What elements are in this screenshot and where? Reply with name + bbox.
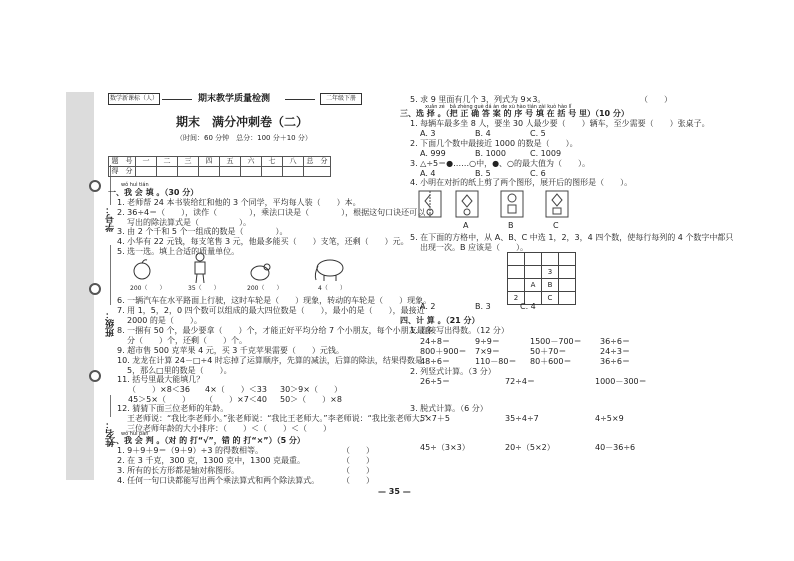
grid-cell — [525, 253, 542, 266]
option[interactable]: B. 4 — [475, 129, 491, 138]
grid-cell: 3 — [542, 266, 559, 279]
grid-cell — [559, 253, 576, 266]
option[interactable]: C. 1009 — [530, 149, 562, 158]
score-cell[interactable] — [304, 167, 331, 177]
question: 3. △÷5＝●……○中，●、○的最大值为（ ）。 — [410, 159, 591, 168]
option[interactable]: C. 4 — [520, 302, 536, 311]
question: 王老师说：“我比李老师小。”张老师说：“我比王老师大。”李老师说：“我比张老师大。” — [127, 414, 428, 423]
option[interactable]: C. 6 — [530, 169, 546, 178]
fill-line — [110, 245, 111, 305]
exam-meta: （时间：60 分钟 总分：100 分＋10 分） — [176, 134, 312, 142]
score-header: 五 — [220, 157, 241, 167]
inequality: 50＞（ ）×8 — [280, 395, 342, 404]
option[interactable]: A. 3 — [420, 129, 436, 138]
section-title: 三、选 择 。（把 正 确 答 案 的 序 号 填 在 括 号 里）（10 分） — [400, 109, 629, 118]
option-figure-c — [545, 190, 569, 218]
grid-cell: C — [542, 292, 559, 305]
oral-calc: 9÷9＝ — [475, 337, 500, 346]
option[interactable]: A. 999 — [420, 149, 446, 158]
step-calc: 4÷5×9 — [595, 414, 624, 423]
score-header: 三 — [178, 157, 199, 167]
oral-calc: 24÷8＝ — [420, 337, 450, 346]
answer-paren[interactable]: （ ） — [342, 466, 374, 475]
grid-cell — [559, 279, 576, 292]
grid-cell — [508, 266, 525, 279]
section-title: 一、我 会 填 。（30 分） — [108, 188, 199, 197]
apple-icon — [130, 258, 154, 280]
score-cell[interactable] — [199, 167, 220, 177]
judge-item: 1. 9＋9＋9＝（9＋9）÷3 的得数相等。 — [117, 446, 263, 455]
option[interactable]: C. 5 — [530, 129, 546, 138]
judge-item: 5. 求 9 里面有几个 3，列式为 9×3。 — [410, 95, 546, 104]
series-label: 数学新课标（人） — [108, 93, 160, 105]
score-header: 一 — [136, 157, 157, 167]
question: 5，那么□里的数是（ ）。 — [127, 366, 232, 375]
option-figure-b — [500, 190, 524, 218]
question: 4. 小明在对折的纸上剪了两个图形，展开后的图形是（ ）。 — [410, 178, 633, 187]
fill-line — [110, 395, 111, 417]
vertical-calc: 1000－300＝ — [595, 377, 647, 386]
punch-hole — [89, 180, 101, 192]
score-cell[interactable] — [283, 167, 304, 177]
inequality: 45＞5×（ ） — [128, 395, 190, 404]
question: 3. 由 2 个千和 5 个一组成的数是（ ）。 — [117, 227, 288, 236]
section-pinyin: xuǎn zé bǎ zhèng què dá àn de xù hào tián zài kuò hào lǐ — [425, 104, 572, 110]
question: 写出的除法算式是（ ）。 — [127, 218, 251, 227]
number-grid — [507, 252, 576, 305]
student-id-label: 学号： — [106, 205, 116, 232]
exam-title: 期末 满分冲刺卷（二） — [176, 115, 309, 129]
answer-paren[interactable]: （ ） — [342, 476, 374, 485]
inequality: （ ）×7＜40 — [205, 395, 267, 404]
folded-paper-figure — [418, 190, 442, 218]
grid-cell: A — [525, 279, 542, 292]
option[interactable]: B. 3 — [475, 302, 491, 311]
score-header: 二 — [157, 157, 178, 167]
oral-calc: 48÷6＝ — [420, 357, 450, 366]
question: 2000 的是（ ）。 — [127, 316, 202, 325]
page-number: — 35 — — [378, 487, 411, 496]
step-calc: 45÷（3×3） — [420, 443, 470, 452]
option[interactable]: A. 2 — [420, 302, 436, 311]
oral-calc: 80＋600＝ — [530, 357, 572, 366]
question: 三位老师年龄的大小排序：（ ）＜（ ）＜（ ） — [127, 424, 331, 433]
question: 分（ ）个，还剩（ ）个。 — [127, 336, 247, 345]
oral-calc: 50＋70＝ — [530, 347, 567, 356]
grid-cell: 2 — [508, 292, 525, 305]
oral-calc: 7×9＝ — [475, 347, 500, 356]
question: 2. 下面几个数中最接近 1000 的数是（ ）。 — [410, 139, 578, 148]
vertical-calc: 26÷5＝ — [420, 377, 450, 386]
grid-cell — [559, 292, 576, 305]
judge-item: 4. 任何一句口诀都能写出两个乘法算式和两个除法算式。 — [117, 476, 320, 485]
vertical-calc: 72÷4＝ — [505, 377, 535, 386]
question: 8. 一捆有 50 个，最少要拿（ ）个，才能正好平均分给 7 个小朋友，每个小朋友最多 — [117, 326, 433, 335]
oral-calc: 800＋900＝ — [420, 347, 467, 356]
score-cell[interactable] — [241, 167, 262, 177]
score-cell[interactable] — [262, 167, 283, 177]
divider — [162, 99, 192, 100]
step-calc: 5×7＋5 — [420, 414, 450, 423]
question: 出现一次。B 应该是（ ）。 — [420, 243, 529, 252]
score-header: 八 — [283, 157, 304, 167]
score-header: 四 — [199, 157, 220, 167]
score-cell[interactable] — [220, 167, 241, 177]
punch-hole — [89, 283, 101, 295]
weight-blank: 4（ ） — [318, 285, 346, 292]
question: 10. 龙龙在计算 24－□÷4 时忘掉了运算顺序，先算的减法，后算的除法，结果得数是 — [117, 356, 423, 365]
question: 1. 每辆车最多坐 8 人，要坐 30 人最少要（ ）辆车，至少需要（ ）张桌子。 — [410, 119, 710, 128]
grid-cell: B — [542, 279, 559, 292]
grid-cell — [542, 253, 559, 266]
punch-hole — [89, 370, 101, 382]
section-title: 二、我 会 判 。（对 的 打“√”，错 的 打“×”）（5 分） — [108, 436, 305, 445]
option[interactable]: B. 1000 — [475, 149, 506, 158]
step-calc: 20÷（5×2） — [505, 443, 555, 452]
question: 1. 直接写出得数。（12 分） — [410, 326, 509, 335]
question: 5. 在下面的方格中，从 A、B、C 中选 1，2，3，4 四个数，使每行每列的 4 个数字中都只 — [410, 233, 734, 242]
question: 9. 超市售 500 克苹果 4 元，买 3 千克苹果需要（ ）元钱。 — [117, 346, 344, 355]
score-cell[interactable] — [136, 167, 157, 177]
judge-item: 2. 在 3 千克，300 克，1300 克中，1300 克最重。 — [117, 456, 305, 465]
oral-calc: 1500－700＝ — [530, 337, 582, 346]
question: 2. 36÷4＝（ ），读作（ ），乘法口诀是（ ），根据这句口诀还可以 — [117, 208, 426, 217]
question: 2. 列竖式计算。（3 分） — [410, 367, 496, 376]
answer-paren[interactable]: （ ） — [342, 456, 374, 465]
question: 5. 选一选。填上合适的质量单位。 — [117, 247, 240, 256]
header-title: 期末教学质量检测 — [198, 94, 271, 104]
section-title: 四、计 算 。（21 分） — [400, 316, 480, 325]
oral-calc: 24÷3＝ — [600, 347, 630, 356]
section-pinyin: wǒ huì pàn — [121, 431, 149, 437]
question: 7. 用 1，5，2，0 四个数可以组成的最大四位数是（ ），最小的是（ ），最接近 — [117, 306, 425, 315]
score-header: 题 号 — [109, 157, 136, 167]
oral-calc: 36÷6＝ — [600, 337, 630, 346]
option[interactable]: A. 4 — [420, 169, 436, 178]
option[interactable]: B. 5 — [475, 169, 491, 178]
option[interactable]: A — [463, 221, 469, 230]
inequality: 30＞9×（ ） — [280, 385, 342, 394]
option[interactable]: B — [508, 221, 514, 230]
weight-blank: 35（ ） — [188, 285, 220, 292]
score-table — [108, 156, 331, 177]
grid-cell — [508, 253, 525, 266]
weight-blank: 200（ ） — [247, 285, 283, 292]
step-calc: 40－36÷6 — [595, 443, 636, 452]
score-header: 七 — [262, 157, 283, 167]
judge-item: 3. 所有的长方形都是轴对称图形。 — [117, 466, 240, 475]
divider — [285, 99, 315, 100]
inequality: 4×（ ）＜33 — [205, 385, 267, 394]
score-header: 六 — [241, 157, 262, 167]
score-cell[interactable] — [157, 167, 178, 177]
name-label: 姓名： — [106, 420, 116, 447]
score-header: 总 分 — [304, 157, 331, 167]
question: 12. 猜猜下面三位老师的年龄。 — [117, 404, 229, 413]
question: 4. 小华有 22 元钱，每支笔售 3 元，他最多能买（ ）支笔，还剩（ ）元。 — [117, 237, 409, 246]
option-figure-a — [455, 190, 479, 218]
section-pinyin: wǒ huì tián — [121, 182, 149, 188]
question: 1. 老师帮 24 本书装给红和他的 3 个同学，平均每人装（ ）本。 — [117, 198, 361, 207]
weight-blank: 200（ ） — [130, 285, 166, 292]
answer-paren[interactable]: （ ） — [640, 95, 672, 104]
score-cell[interactable] — [178, 167, 199, 177]
grade-label: 二年级下册 — [320, 93, 362, 105]
option[interactable]: C — [553, 221, 559, 230]
step-calc: 35÷4÷7 — [505, 414, 539, 423]
question: 6. 一辆汽车在水平路面上行驶，这时车轮是（ ）现象，转动的车轮是（ ）现象。 — [117, 296, 432, 305]
score-row-label: 得 分 — [109, 167, 136, 177]
grid-cell — [508, 279, 525, 292]
elephant-icon — [312, 256, 346, 282]
oral-calc: 110－80＝ — [475, 357, 517, 366]
answer-paren[interactable]: （ ） — [342, 446, 374, 455]
inequality: （ ）×8＜36 — [128, 385, 190, 394]
grid-cell — [525, 266, 542, 279]
question: 3. 脱式计算。（6 分） — [410, 404, 488, 413]
oral-calc: 36÷6＝ — [600, 357, 630, 366]
child-icon — [190, 252, 210, 284]
grid-cell — [559, 266, 576, 279]
class-label: 班级： — [106, 310, 116, 337]
chicken-icon — [248, 262, 272, 282]
question: 11. 括号里最大能填几？ — [117, 375, 205, 384]
